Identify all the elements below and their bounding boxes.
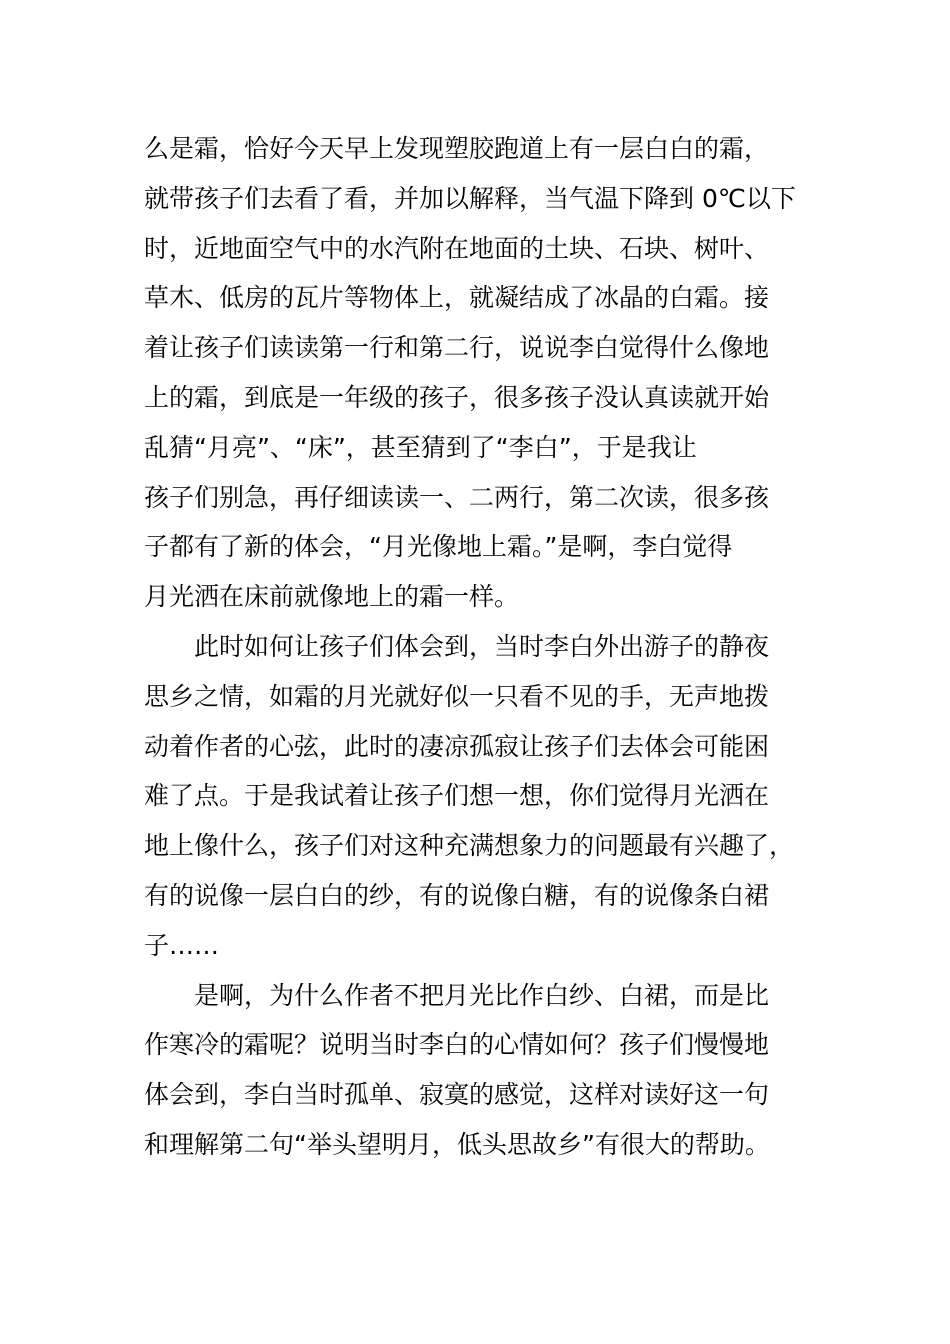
text-line: 此时如何让孩子们体会到，当时李白外出游子的静夜 <box>194 631 770 661</box>
text-line: 有的说像一层白白的纱，有的说像白糖，有的说像条白裙 <box>144 880 770 910</box>
text-line: 么是霜，恰好今天早上发现塑胶跑道上有一层白白的霜， <box>144 134 770 163</box>
text-line: 子都有了新的体会，“月光像地上霜。”是啊，李白觉得 <box>144 532 733 562</box>
document-body <box>144 124 824 1170</box>
text-line: 和理解第二句“举头望明月，低头思故乡”有很大的帮助。 <box>144 1129 770 1159</box>
text-line: 就带孩子们去看了看，并加以解释，当气温下降到 0℃以下 <box>144 183 796 213</box>
text-line: 孩子们别急，再仔细读读一、二两行，第二次读，很多孩 <box>144 482 770 512</box>
text-line: 是啊，为什么作者不把月光比作白纱、白裙，而是比 <box>194 980 770 1010</box>
text-line: 动着作者的心弦，此时的凄凉孤寂让孩子们去体会可能困 <box>144 731 770 761</box>
text-line: 难了点。于是我试着让孩子们想一想，你们觉得月光洒在 <box>144 781 770 811</box>
paragraph-1 <box>144 124 824 622</box>
text-line: 体会到，李白当时孤单、寂寞的感觉，这样对读好这一句 <box>144 1080 770 1110</box>
text-line: 上的霜，到底是一年级的孩子，很多孩子没认真读就开始 <box>144 382 770 412</box>
text-line: 着让孩子们读读第一行和第二行，说说李白觉得什么像地 <box>144 333 770 363</box>
text-line: 草木、低房的瓦片等物体上，就凝结成了冰晶的白霜。接 <box>144 283 770 313</box>
text-line: 时，近地面空气中的水汽附在地面的土块、石块、树叶、 <box>144 233 770 263</box>
text-line: 月光洒在床前就像地上的霜一样。 <box>144 582 520 612</box>
text-line: 乱猜“月亮”、“床”，甚至猜到了“李白”，于是我让 <box>144 432 697 462</box>
paragraph-3 <box>144 971 824 1170</box>
text-line: 子…… <box>144 930 220 960</box>
text-line: 作寒冷的霜呢？说明当时李白的心情如何？孩子们慢慢地 <box>144 1030 770 1060</box>
text-line: 地上像什么，孩子们对这种充满想象力的问题最有兴趣了， <box>144 831 795 861</box>
text-line: 思乡之情，如霜的月光就好似一只看不见的手，无声地拨 <box>144 681 770 711</box>
paragraph-2 <box>144 622 824 971</box>
